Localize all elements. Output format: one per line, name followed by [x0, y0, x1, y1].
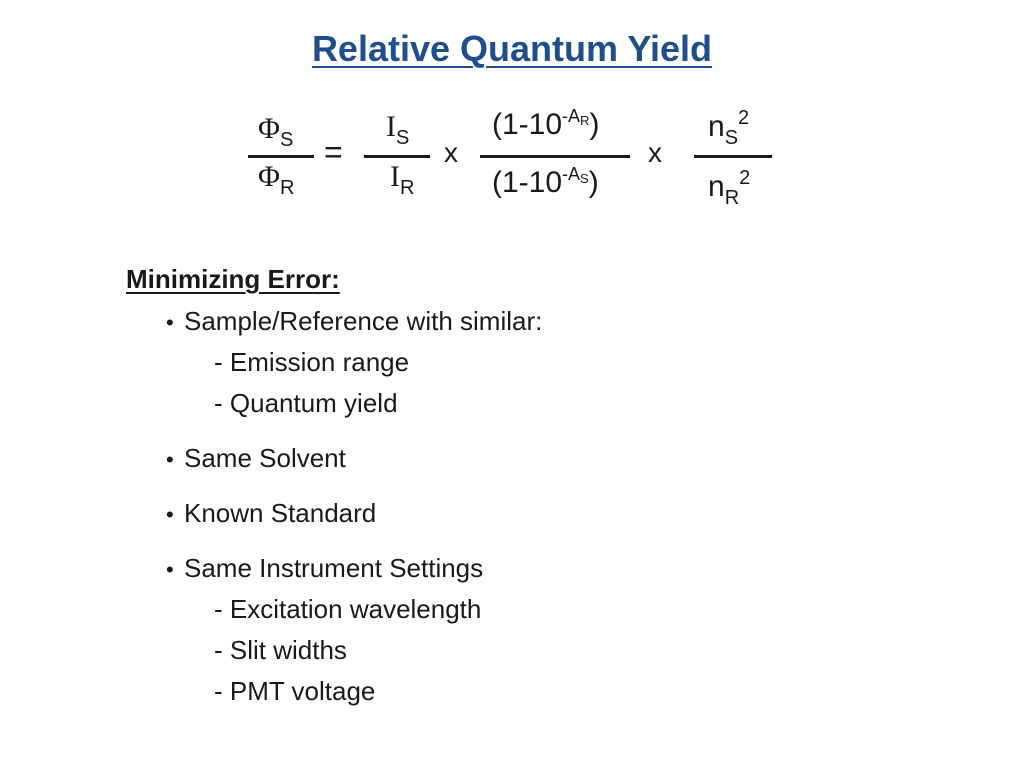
- fraction-line-absorbance: [480, 155, 630, 158]
- bullet-icon: •: [166, 447, 174, 472]
- phi-symbol: Φ: [258, 112, 280, 145]
- fraction-line-intensity: [364, 155, 430, 158]
- times-sign: x: [648, 137, 662, 168]
- bullet-item: [166, 498, 376, 529]
- intensity-reference: [390, 160, 415, 199]
- phi-symbol: Φ: [258, 160, 280, 193]
- bullet-icon: •: [166, 310, 174, 335]
- close-paren: ): [589, 108, 600, 141]
- refractive-index-exponent: 2: [738, 107, 750, 129]
- absorbance-base: (1-10: [492, 108, 563, 141]
- refractive-index-symbol: n: [708, 170, 725, 203]
- refractive-index-symbol: n: [708, 110, 725, 143]
- bullet-text: Known Standard: [184, 498, 377, 528]
- sub-item: - PMT voltage: [214, 676, 376, 706]
- sub-item: - Slit widths: [214, 635, 347, 665]
- close-paren: ): [588, 166, 599, 199]
- phi-sample-subscript: S: [279, 129, 294, 151]
- bullet-text: Same Solvent: [184, 443, 346, 473]
- bullet-text: Same Instrument Settings: [184, 553, 484, 583]
- times-sign: x: [444, 137, 458, 168]
- bullet-icon: •: [166, 502, 174, 527]
- absorbance-exponent: -A: [562, 164, 581, 184]
- intensity-sample-subscript: S: [396, 127, 410, 149]
- phi-reference-subscript: R: [279, 177, 295, 199]
- refractive-index-reference: [708, 167, 751, 209]
- bullet-item: [166, 306, 542, 337]
- intensity-symbol: I: [390, 160, 400, 193]
- fraction-line-phi: [248, 155, 314, 158]
- refractive-index-subscript: R: [724, 187, 740, 209]
- equals-sign: =: [324, 134, 343, 170]
- sub-item: - Emission range: [214, 347, 410, 377]
- intensity-sample: [386, 110, 410, 149]
- refractive-index-sample: [708, 107, 750, 149]
- bullet-item: [166, 443, 346, 474]
- slide-title: Relative Quantum Yield: [311, 28, 713, 69]
- sub-item: - Quantum yield: [214, 388, 398, 418]
- bullet-icon: •: [166, 557, 174, 582]
- phi-sample: [258, 112, 294, 151]
- sub-item: - Excitation wavelength: [214, 594, 482, 624]
- absorbance-exponent-subscript: R: [580, 113, 590, 128]
- refractive-index-exponent: 2: [739, 167, 751, 189]
- absorbance-reference: [492, 108, 599, 142]
- absorbance-exponent: -A: [562, 106, 581, 126]
- absorbance-exponent-subscript: S: [580, 171, 589, 186]
- bullet-text: Sample/Reference with similar:: [184, 306, 543, 336]
- minimizing-error-heading: Minimizing Error:: [126, 264, 340, 294]
- bullet-item: [166, 553, 483, 584]
- phi-reference: [258, 160, 295, 199]
- intensity-reference-subscript: R: [400, 177, 415, 199]
- absorbance-base: (1-10: [492, 166, 563, 199]
- intensity-symbol: I: [386, 110, 396, 143]
- fraction-line-refractive: [694, 155, 772, 158]
- refractive-index-subscript: S: [724, 127, 739, 149]
- absorbance-sample: [492, 166, 599, 200]
